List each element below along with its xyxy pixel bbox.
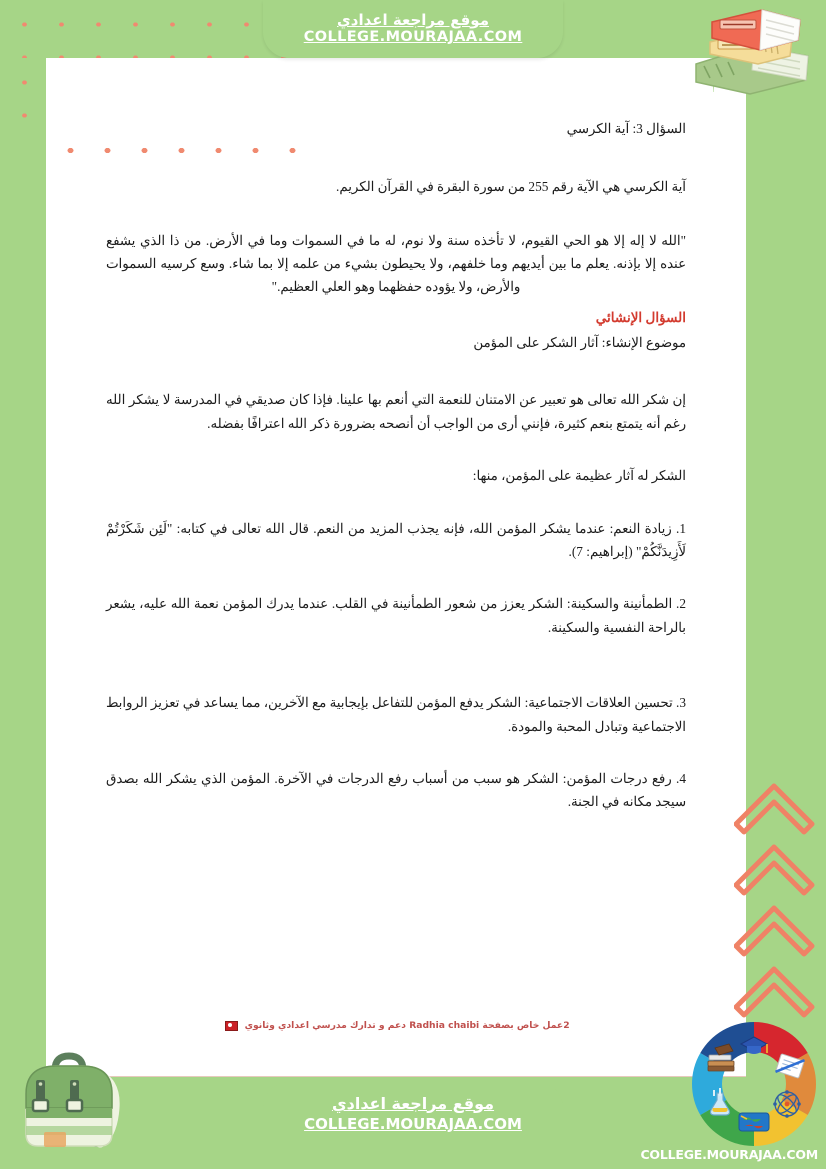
tunisia-flag-icon (225, 1021, 238, 1031)
list-item: 4. رفع درجات المؤمن: الشكر هو سبب من أسباب رفع الدرجات في الآخرة. المؤمن الذي يشكر الله بصدق سيجد مكانه في الجنة. (106, 770, 686, 810)
list-lead-in: الشكر له آثار عظيمة على المؤمن، منها: (472, 468, 686, 484)
school-backpack-icon (8, 1046, 126, 1158)
corner-site-url[interactable]: COLLEGE.MOURAJAA.COM (640, 1147, 818, 1162)
site-footer-banner[interactable] (263, 1082, 563, 1146)
essay-subject: موضوع الإنشاء: آثار الشكر على المؤمن (473, 335, 686, 351)
footer-site-url[interactable]: COLLEGE.MOURAJAA.COM (304, 1115, 522, 1134)
site-header-banner[interactable] (263, 0, 563, 58)
header-site-url[interactable]: COLLEGE.MOURAJAA.COM (303, 29, 523, 46)
question-intro: آية الكرسي هي الآية رقم 255 من سورة البقرة في القرآن الكريم. (336, 178, 686, 194)
stack-of-books-icon (688, 4, 816, 100)
page-bottom-rule (46, 1076, 746, 1077)
education-subjects-wheel-icon (690, 1022, 818, 1147)
header-site-name-arabic: موقع مراجعة اعدادي (337, 10, 489, 29)
footer-site-name-arabic: موقع مراجعة اعدادي (331, 1093, 495, 1113)
credit-author-name: Radhia chaibi (409, 1020, 480, 1031)
essay-intro-paragraph: إن شكر الله تعالى هو تعبير عن الامتنان للنعمة التي أنعم بها علينا. فإذا كان صديقي في المدرسة لا يشكر الله رغم أنه يتمتع بنعم كثيرة، فإنني أرى من الواجب أن أنصحه بضرورة ذكر الله اعترافًا بفضله. (106, 391, 686, 431)
credit-page-number: 2 (563, 1020, 570, 1031)
list-item: 2. الطمأنينة والسكينة: الشكر يعزز من شعور الطمأنينة في القلب. عندما يدرك المؤمن نعمة الله عليه، يشعر بالراحة النفسية والسكينة. (106, 596, 686, 635)
author-credit-line (46, 1020, 746, 1031)
question-title: السؤال 3: آية الكرسي (566, 121, 686, 136)
list-item: 3. تحسين العلاقات الاجتماعية: الشكر يدفع المؤمن للتفاعل بإيجابية مع الآخرين، مما يساعد في تعزيز الروابط الاجتماعية وتبادل المحبة والمودة. (106, 695, 686, 734)
chevron-up-icon-group (734, 780, 826, 1025)
list-item: 1. زيادة النعم: عندما يشكر المؤمن الله، فإنه يجذب المزيد من النعم. قال الله تعالى في كتابه: "لَئِن شَكَرْتُمْ لَأَزِيدَنَّكُمْ" (إبراهيم: 7). (106, 520, 686, 560)
credit-text-left: دعم و تدارك مدرسي اعدادي وثانوي (244, 1020, 406, 1031)
document-content (46, 58, 746, 1076)
credit-text-right: عمل خاص بصفحة (482, 1020, 564, 1031)
quran-verse-ayat-al-kursi: "الله لا إله إلا هو الحي القيوم، لا تأخذه سنة ولا نوم، له ما في السموات وما في الأرض. من ذا الذي يشفع عنده إلا بإذنه. يعلم ما بين أيديهم وما خلفهم، ولا يحيطون بشيء من علمه إلا بما شاء. وسع كرسيه السموات والأرض، ولا يؤوده حفظهما وهو العلي العظيم." (106, 233, 686, 295)
essay-section-heading: السؤال الإنشائي (595, 310, 686, 326)
